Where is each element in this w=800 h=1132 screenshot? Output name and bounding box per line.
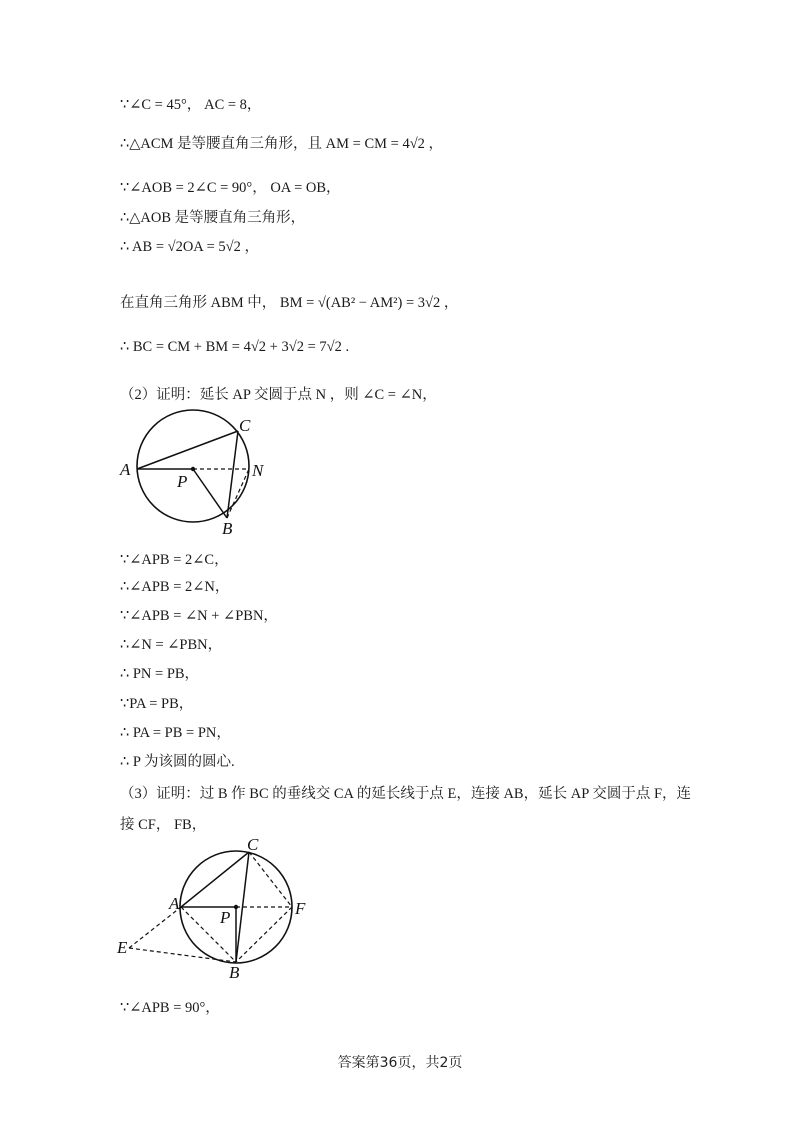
- text-line-18: 接 CF， FB，: [120, 817, 207, 833]
- label-B: B: [229, 963, 240, 980]
- text-line-10: ∴∠APB = 2∠N，: [120, 579, 230, 595]
- text-line-9: ∵∠APB = 2∠C，: [120, 552, 229, 568]
- text-line-15: ∴ PA = PB = PN，: [120, 725, 231, 741]
- segment-AC: [181, 852, 249, 907]
- segment-EB-dashed: [129, 948, 236, 962]
- segment-EA-dashed: [129, 907, 181, 948]
- text-line-5: ∴ AB = √2OA = 5√2 ，: [120, 239, 259, 255]
- segment-FB-dashed: [236, 907, 292, 962]
- label-B: B: [222, 519, 233, 536]
- text-line-17: （3）证明：过 B 作 BC 的垂线交 CA 的延长线于点 E，连接 AB，延长 AP 交圆于点 F，连: [120, 786, 692, 802]
- label-P: P: [177, 472, 188, 491]
- label-A: A: [120, 460, 131, 479]
- text-line-13: ∴ PN = PB，: [120, 666, 200, 682]
- center-point-P: [234, 905, 238, 909]
- label-N: N: [252, 461, 264, 480]
- text-line-7: ∴ BC = CM + BM = 4√2 + 3√2 = 7√2 .: [120, 339, 350, 355]
- text-line-19: ∵∠APB = 90°，: [120, 1000, 220, 1016]
- text-line-16: ∴ P 为该圆的圆心.: [120, 754, 235, 770]
- text-line-8: （2）证明：延长 AP 交圆于点 N ，则 ∠C = ∠N，: [120, 387, 437, 403]
- label-P: P: [220, 908, 231, 927]
- segment-PB: [193, 469, 227, 518]
- segment-AC: [137, 431, 238, 469]
- circle-figure-2: [115, 835, 325, 980]
- text-line-12: ∴∠N = ∠PBN，: [120, 637, 223, 653]
- circle-figure-1: [115, 406, 285, 536]
- page-footer: 答案第36页，共2页: [337, 1055, 463, 1071]
- label-C: C: [239, 416, 251, 435]
- text-line-3: ∵∠AOB = 2∠C = 90°， OA = OB，: [120, 180, 341, 196]
- label-F: F: [295, 899, 306, 918]
- text-line-4: ∴△AOB 是等腰直角三角形，: [120, 210, 306, 226]
- text-line-2: ∴△ACM 是等腰直角三角形，且 AM = CM = 4√2 ，: [120, 136, 444, 152]
- center-point-P: [191, 467, 195, 471]
- text-line-1: ∵∠C = 45°， AC = 8，: [120, 97, 262, 113]
- label-E: E: [117, 938, 128, 957]
- label-A: A: [169, 894, 180, 913]
- circle-outline: [137, 410, 249, 522]
- text-line-11: ∵∠APB = ∠N + ∠PBN，: [120, 608, 278, 624]
- text-line-6: 在直角三角形 ABM 中， BM = √(AB² − AM²) = 3√2 ，: [120, 295, 459, 311]
- label-C: C: [247, 835, 259, 854]
- text-line-14: ∵PA = PB，: [120, 696, 194, 712]
